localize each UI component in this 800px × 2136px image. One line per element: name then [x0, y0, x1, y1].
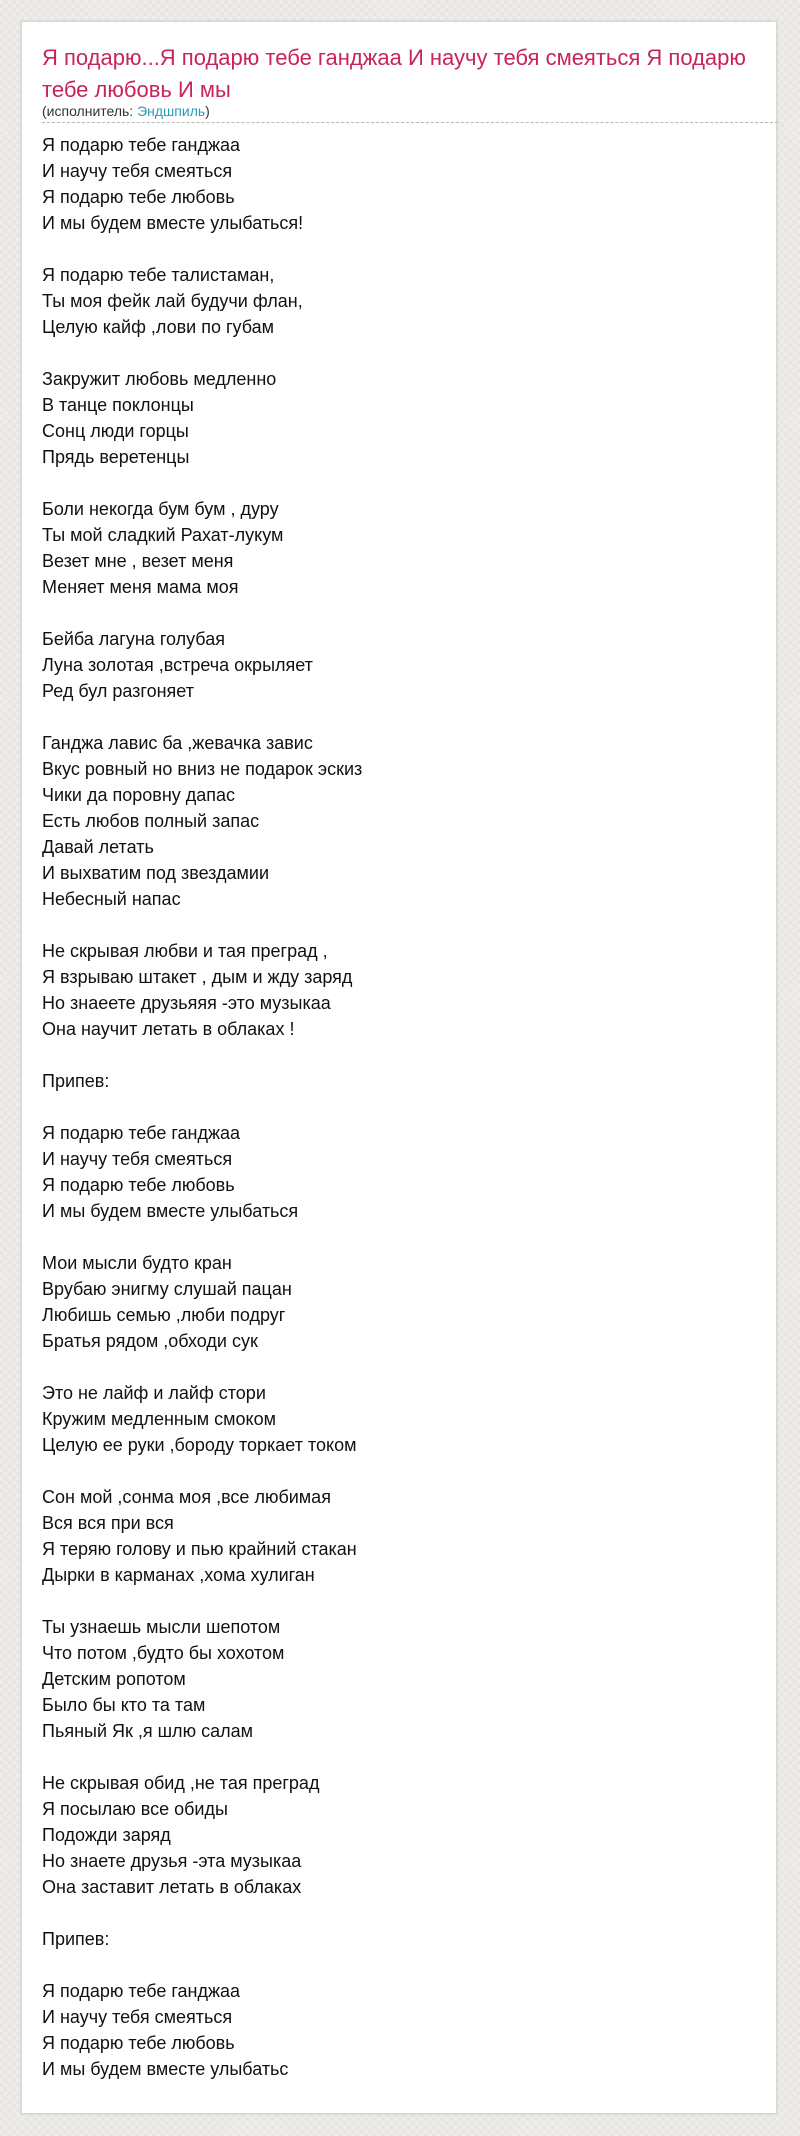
- performer-line: [42, 103, 778, 123]
- performer-prefix: (исполнитель:: [42, 103, 138, 119]
- song-title: Я подарю...Я подарю тебе ганджаа И научу тебя смеяться Я подарю тебе любовь И мы: [42, 45, 746, 102]
- lyrics-text: Я подарю тебе ганджаа И научу тебя смеяться Я подарю тебе любовь И мы будем вместе улыбаться! Я подарю тебе талистаман, Ты моя фейк лай будучи флан, Целую кайф ,лови по губам Закружит любовь медленно В танце поклонцы Сонц люди горцы Прядь веретенцы Боли некогда бум бум , дуру Ты мой сладкий Рахат-лукум Везет мне , везет меня Меняет меня мама моя Бейба лагуна голубая Луна золотая ,встреча окрыляет Ред бул разгоняет Ганджа лавис ба ,жевачка завис Вкус ровный но вниз не подарок эскиз Чики да поровну дапас Есть любов полный запас Давай летать И выхватим под звездамии Небесный напас Не скрывая любви и тая преград , Я взрываю штакет , дым и жду заряд Но знаеете друзьяяя -это музыкаа Она научит летать в облаках ! Припев: Я подарю тебе ганджаа И научу тебя смеяться Я подарю тебе любовь И мы будем вместе улыбаться Мои мысли будто кран Врубаю энигму слушай пацан Любишь семью ,люби подруг Братья рядом ,обходи сук Это не лайф и лайф стори Кружим медленным смоком Целую ее руки ,бороду торкает током Сон мой ,сонма моя ,все любимая Вся вся при вся Я теряю голову и пью крайний стакан Дырки в карманах ,хома хулиган Ты узнаешь мысли шепотом Что потом ,будто бы хохотом Детским ропотом Было бы кто та там Пьяный Як ,я шлю салам Не скрывая обид ,не тая преград Я посылаю все обиды Подожди заряд Но знаете друзья -эта музыкаа Она заставит летать в облаках Припев: Я подарю тебе ганджаа И научу тебя смеяться Я подарю тебе любовь И мы будем вместе улыбатьс: [42, 135, 363, 2079]
- performer-link[interactable]: Эндшпиль: [137, 103, 206, 119]
- lyrics-card: [21, 21, 777, 2114]
- performer-suffix: ): [205, 103, 210, 119]
